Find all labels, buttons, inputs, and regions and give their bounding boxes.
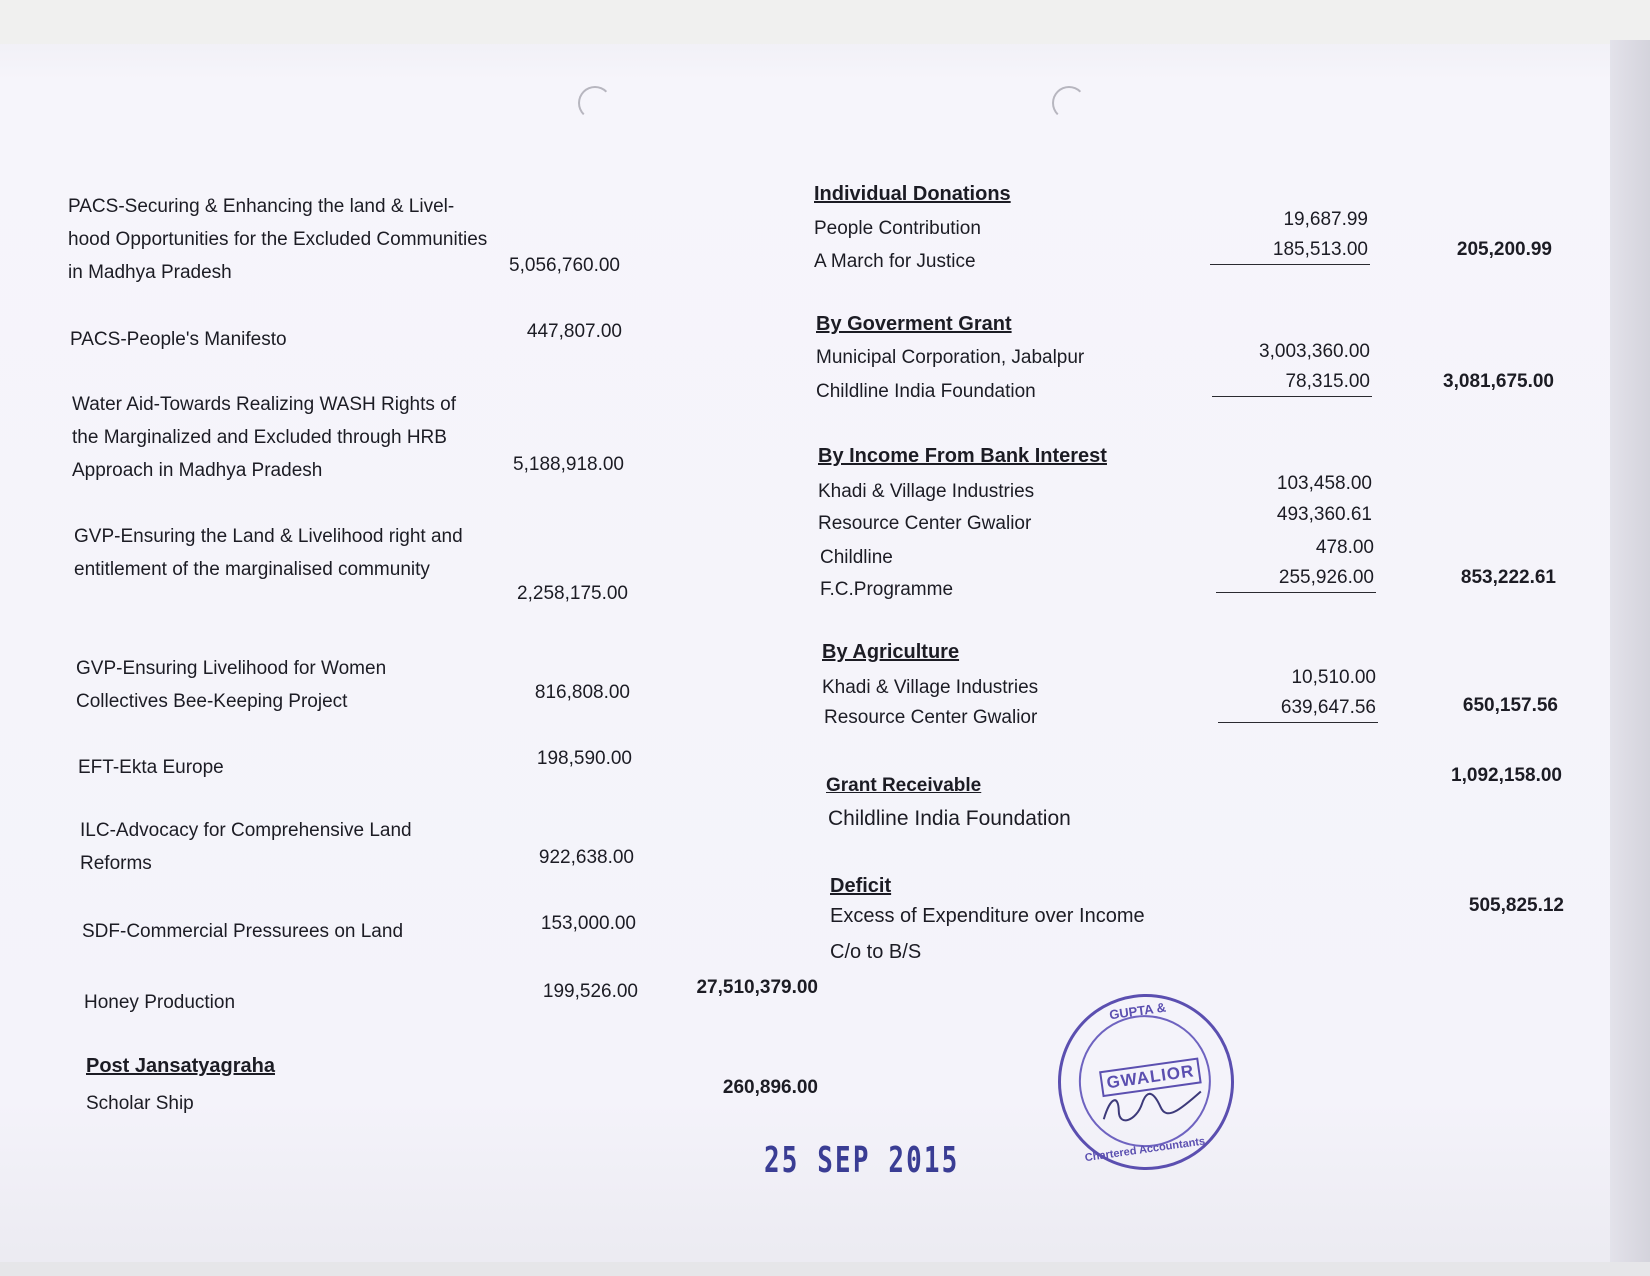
left-total: 27,510,379.00 [696,977,818,998]
section-heading-post-jansatyagraha: Post Jansatyagraha [86,1055,275,1077]
left-item-amount: 5,188,918.00 [513,454,624,475]
agriculture-amount: 10,510.00 [1291,667,1376,688]
government-grant-total: 3,081,675.00 [1443,371,1554,392]
scan-right-edge [1610,40,1650,1276]
left-item-label: PACS-People's Manifesto [70,329,287,350]
grant-label: Municipal Corporation, Jabalpur [816,347,1085,368]
left-item-amount: 153,000.00 [540,913,636,934]
subtotal-rule [1216,592,1376,593]
donation-label: A March for Justice [814,251,976,272]
interest-label: Childline [820,547,893,568]
punch-hole-right [1052,86,1086,120]
seal-city: GWALIOR [1099,1057,1202,1097]
section-heading-government-grant: By Goverment Grant [816,313,1012,335]
left-item-amount: 816,808.00 [534,682,630,703]
left-item-amount: 2,258,175.00 [517,583,628,604]
interest-amount: 478.00 [1315,537,1374,558]
interest-label: Khadi & Village Industries [818,481,1035,502]
post-jansatyagraha-total: 260,896.00 [722,1077,818,1098]
date-stamp: 25 SEP 2015 [764,1140,960,1181]
section-heading-bank-interest: By Income From Bank Interest [818,445,1107,467]
carried-over-label: C/o to B/S [830,941,922,963]
left-item-amount: 199,526.00 [542,981,638,1002]
left-item-label: Water Aid-Towards Realizing WASH Rights of the Marginalized and Excluded through HRB Approach in Madhya Pradesh [72,394,456,481]
individual-donations-total: 205,200.99 [1456,239,1552,260]
scholarship-label: Scholar Ship [86,1093,194,1114]
section-heading-agriculture: By Agriculture [822,641,960,663]
subtotal-rule [1210,264,1370,265]
grant-amount: 78,315.00 [1285,371,1370,392]
agriculture-total: 650,157.56 [1462,695,1558,716]
section-heading-grant-receivable: Grant Receivable [826,775,982,796]
interest-amount: 493,360.61 [1276,504,1372,525]
scan-top-margin [0,0,1650,44]
auditor-seal [1047,983,1246,1182]
agriculture-label: Khadi & Village Industries [822,677,1039,698]
grant-amount: 3,003,360.00 [1259,341,1370,362]
subtotal-rule [1212,396,1372,397]
interest-amount: 255,926.00 [1278,567,1374,588]
subtotal-rule [1218,722,1378,723]
bank-interest-total: 853,222.61 [1460,567,1556,588]
donation-label: People Contribution [814,218,981,239]
deficit-total: 505,825.12 [1468,895,1564,916]
interest-amount: 103,458.00 [1276,473,1372,494]
grant-label: Childline India Foundation [816,381,1036,402]
section-heading-deficit: Deficit [830,875,892,897]
left-item-label: GVP-Ensuring the Land & Livelihood right and entitlement of the marginalised community [74,526,463,580]
seal-top-text: GUPTA & [1108,999,1167,1023]
scan-bottom-margin [0,1262,1650,1276]
grant-receivable-label: Childline India Foundation [828,807,1071,830]
section-heading-individual-donations: Individual Donations [814,183,1011,205]
agriculture-label: Resource Center Gwalior [824,707,1038,728]
left-item-label: ILC-Advocacy for Comprehensive Land Reforms [80,820,412,874]
interest-label: Resource Center Gwalior [818,513,1032,534]
left-item-amount: 198,590.00 [536,748,632,769]
left-item-label: PACS-Securing & Enhancing the land & Livel-hood Opportunities for the Excluded Communities in Madhya Pradesh [68,196,488,283]
left-item-label: EFT-Ekta Europe [78,757,224,778]
grant-receivable-total: 1,092,158.00 [1451,765,1562,786]
left-item-amount: 447,807.00 [526,321,622,342]
agriculture-amount: 639,647.56 [1280,697,1376,718]
left-item-amount: 5,056,760.00 [509,255,620,276]
left-item-label: SDF-Commercial Pressurees on Land [82,921,404,942]
donation-amount: 185,513.00 [1272,239,1368,260]
donation-amount: 19,687.99 [1283,209,1368,230]
left-item-amount: 922,638.00 [538,847,634,868]
punch-hole-left [578,86,612,120]
seal-bottom-text: Chartered Accountants [1084,1135,1206,1165]
deficit-description: Excess of Expenditure over Income [830,905,1145,927]
left-item-label: GVP-Ensuring Livelihood for Women Collectives Bee-Keeping Project [76,658,387,712]
left-item-label: Honey Production [84,992,236,1013]
interest-label: F.C.Programme [820,579,954,600]
